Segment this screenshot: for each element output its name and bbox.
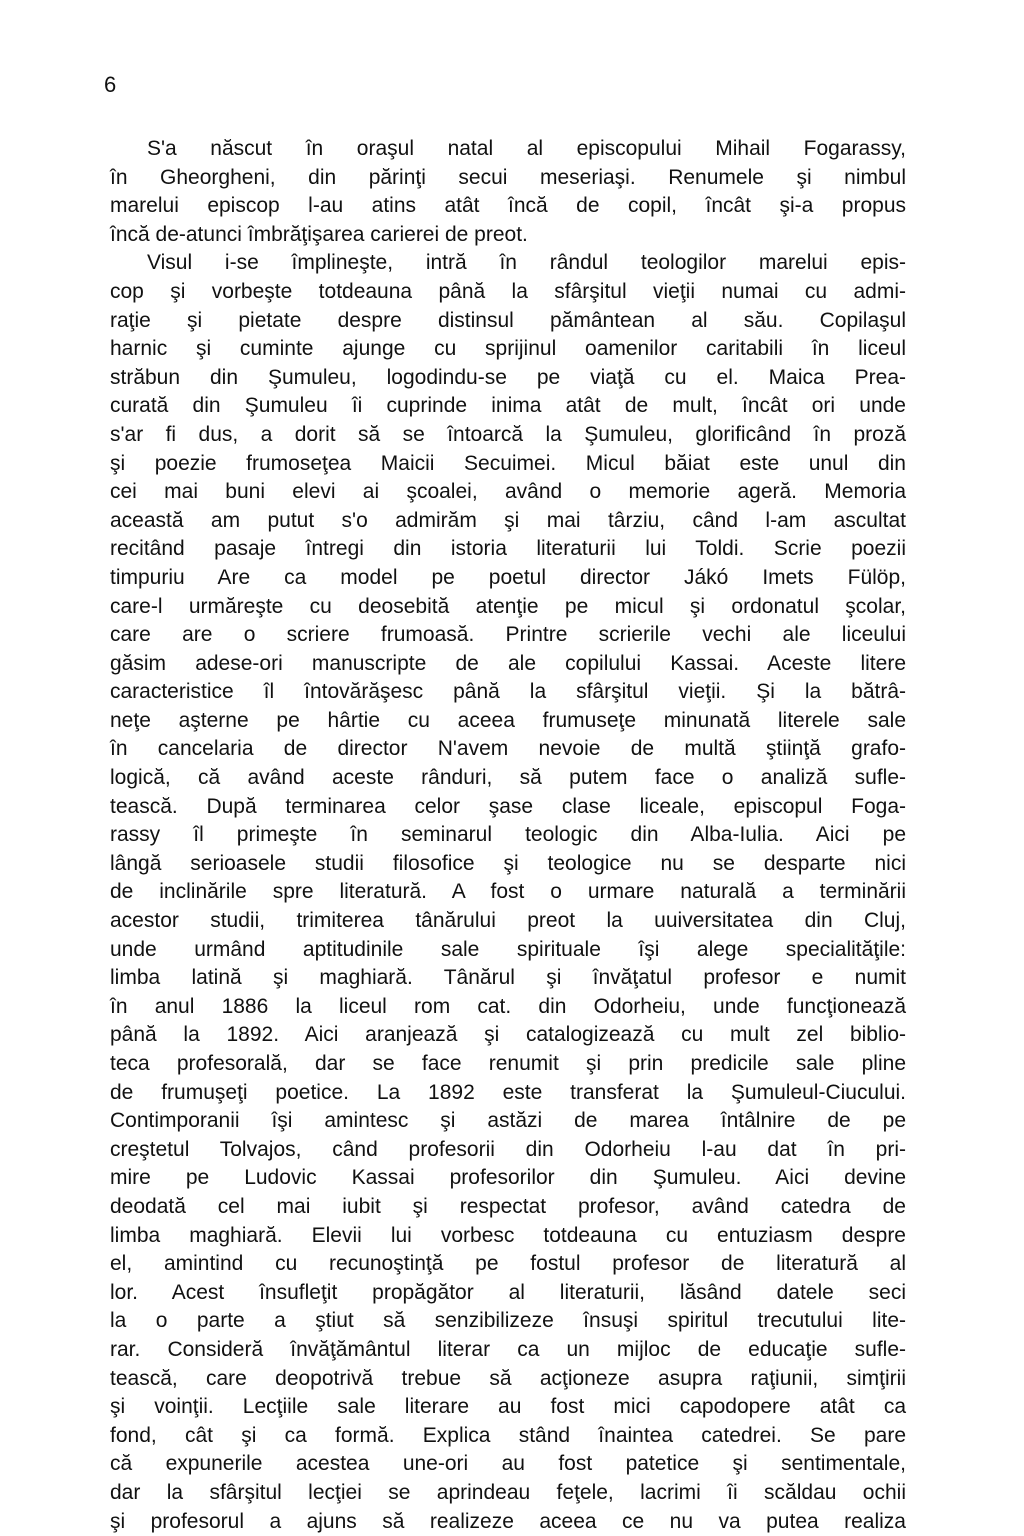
text-line: lor. Acest însufleţit propăgător al literaturii, lăsând datele seci <box>110 1279 906 1308</box>
body-text <box>110 135 906 1536</box>
text-line: lângă serioasele studii filosofice şi teologice nu se desparte nici <box>110 850 906 879</box>
text-line: rassy îl primeşte în seminarul teologic din Alba-Iulia. Aici pe <box>110 821 906 850</box>
text-line: marelui episcop l-au atins atât încă de copil, încât şi-a propus <box>110 192 906 221</box>
text-line: deodată cel mai iubit şi respectat profesor, având catedra de <box>110 1193 906 1222</box>
text-line: recitând pasaje întregi din istoria literaturii lui Toldi. Scrie poezii <box>110 535 906 564</box>
paragraph <box>110 135 906 249</box>
text-line: de inclinările spre literatură. A fost o urmare naturală a terminării <box>110 878 906 907</box>
text-line: mire pe Ludovic Kassai profesorilor din Şumuleu. Aici devine <box>110 1164 906 1193</box>
text-line: S'a născut în oraşul natal al episcopului Mihail Fogarassy, <box>110 135 906 164</box>
text-line: în anul 1886 la liceul rom cat. din Odorheiu, unde funcţionează <box>110 993 906 1022</box>
text-line: logică, că având aceste rânduri, să putem face o analiză sufle- <box>110 764 906 793</box>
text-line: de frumuşeţi poetice. La 1892 este transferat la Şumuleul-Ciucului. <box>110 1079 906 1108</box>
text-line: limba maghiară. Elevii lui vorbesc totdeauna cu entuziasm despre <box>110 1222 906 1251</box>
text-line: găsim adese-ori manuscripte de ale copilului Kassai. Aceste litere <box>110 650 906 679</box>
text-line: că expunerile acestea une-ori au fost patetice şi sentimentale, <box>110 1450 906 1479</box>
text-line: neţe aşterne pe hârtie cu aceea frumuseţe minunată literele sale <box>110 707 906 736</box>
text-line: tească. După terminarea celor şase clase liceale, episcopul Foga- <box>110 793 906 822</box>
text-line: limba latină şi maghiară. Tânărul şi învăţatul profesor e numit <box>110 964 906 993</box>
text-line: până la 1892. Aici aranjează şi catalogizează cu mult zel biblio- <box>110 1021 906 1050</box>
text-line: caracteristice îl întovărăşesc până la sfârşitul vieţii. Şi la bătrâ- <box>110 678 906 707</box>
text-line: străbun din Şumuleu, logodindu-se pe viaţă cu el. Maica Prea- <box>110 364 906 393</box>
text-line: el, amintind cu recunoştinţă pe fostul profesor de literatură al <box>110 1250 906 1279</box>
text-line: raţie şi pietate despre distinsul pământean al său. Copilaşul <box>110 307 906 336</box>
text-line: acestor studii, trimiterea tânărului preot la uuiversitatea din Cluj, <box>110 907 906 936</box>
text-line: la o parte a ştiut să senzibilizeze însuşi spiritul trecutului lite- <box>110 1307 906 1336</box>
text-line: şi poezie frumoseţea Maicii Secuimei. Micul băiat este unul din <box>110 450 906 479</box>
text-line: dar la sfârşitul lecţiei se aprindeau feţele, lacrimi îi scăldau ochii <box>110 1479 906 1508</box>
text-line: Visul i-se împlineşte, intră în rândul teologilor marelui epis- <box>110 249 906 278</box>
paragraph <box>110 249 906 1536</box>
text-line: cei mai buni elevi ai şcoalei, având o memorie ageră. Memoria <box>110 478 906 507</box>
text-line: această am putut s'o admirăm şi mai târziu, când l-am ascultat <box>110 507 906 536</box>
text-line: fond, cât şi ca formă. Explica stând înaintea catedrei. Se pare <box>110 1422 906 1451</box>
text-line: curată din Şumuleu îi cuprinde inima atât de mult, încât ori unde <box>110 392 906 421</box>
text-line: şi voinţii. Lecţiile sale literare au fost mici capodopere atât ca <box>110 1393 906 1422</box>
text-line: teca profesorală, dar se face renumit şi prin predicile sale pline <box>110 1050 906 1079</box>
text-line: în Gheorgheni, din părinţi secui meseriaşi. Renumele şi nimbul <box>110 164 906 193</box>
text-line: unde urmând aptitudinile sale spirituale îşi alege specialităţile: <box>110 936 906 965</box>
text-line: tească, care deopotrivă trebue să acţioneze asupra raţiunii, simţirii <box>110 1365 906 1394</box>
text-line: Contimporanii îşi amintesc şi astăzi de marea întâlnire de pe <box>110 1107 906 1136</box>
text-line: timpuriu Are ca model pe poetul director Jákó Imets Fülöp, <box>110 564 906 593</box>
text-line: cop şi vorbeşte totdeauna până la sfârşitul vieţii numai cu admi- <box>110 278 906 307</box>
text-line: harnic şi cuminte ajunge cu sprijinul oamenilor caritabili în liceul <box>110 335 906 364</box>
text-line: s'ar fi dus, a dorit să se întoarcă la Şumuleu, glorificând în proză <box>110 421 906 450</box>
text-line: în cancelaria de director N'avem nevoie de multă ştiinţă grafo- <box>110 735 906 764</box>
text-line: încă de-atunci îmbrăţişarea carierei de preot. <box>110 221 906 250</box>
text-line: şi profesorul a ajuns să realizeze aceea ce nu va putea realiza <box>110 1508 906 1536</box>
page-number: 6 <box>104 72 116 98</box>
text-line: care-l urmăreşte cu deosebită atenţie pe micul şi ordonatul şcolar, <box>110 593 906 622</box>
text-line: creştetul Tolvajos, când profesorii din Odorheiu l-au dat în pri- <box>110 1136 906 1165</box>
text-line: rar. Consideră învăţământul literar ca un mijloc de educaţie sufle- <box>110 1336 906 1365</box>
text-line: care are o scriere frumoasă. Printre scrierile vechi ale liceului <box>110 621 906 650</box>
